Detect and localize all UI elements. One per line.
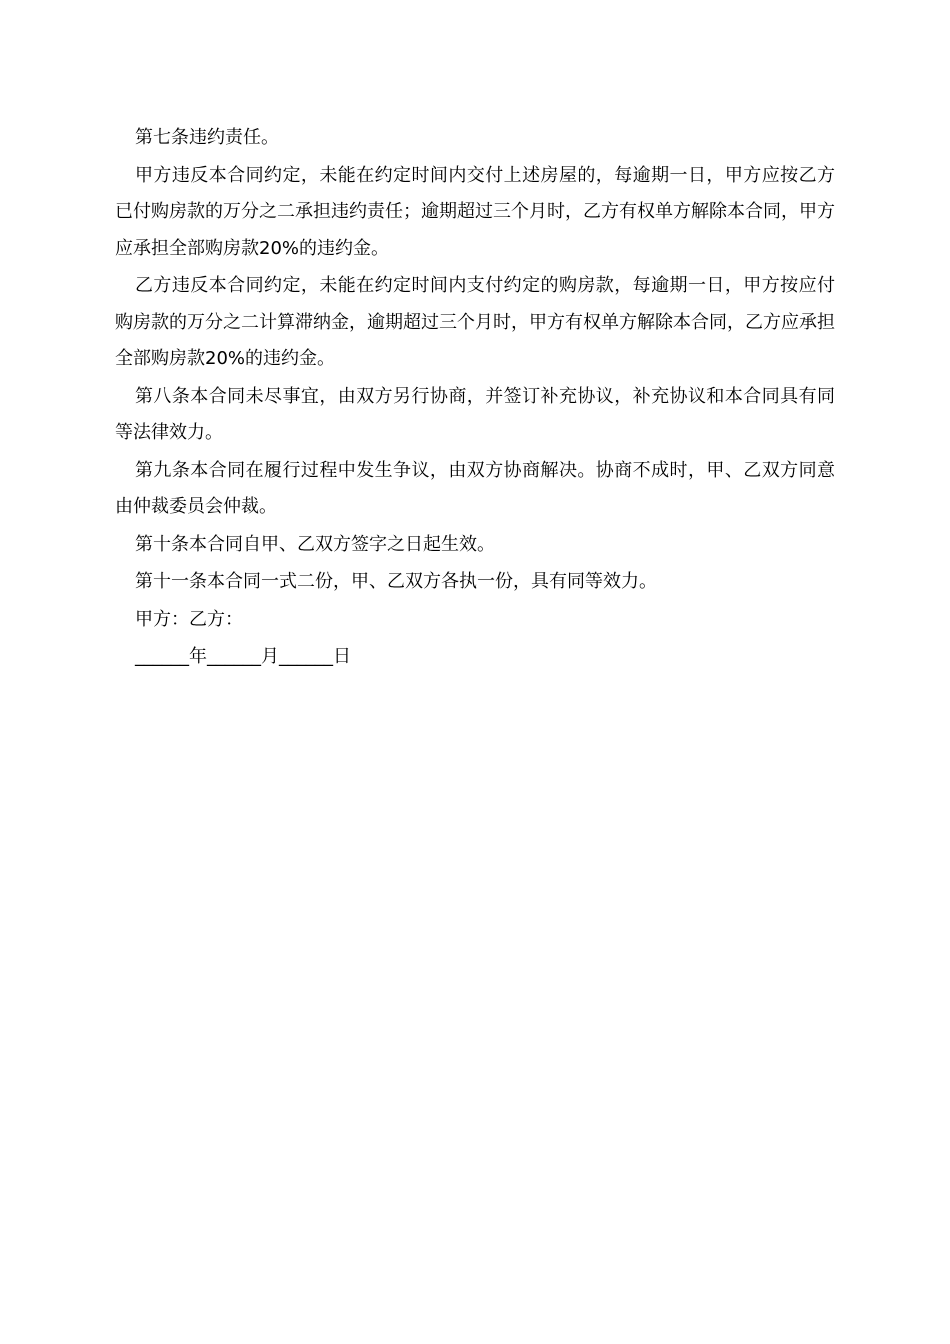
signature-date: ______年______月______日 (135, 646, 351, 667)
article-8: 第八条本合同未尽事宜，由双方另行协商，并签订补充协议，补充协议和本合同具有同等法律效力。 (115, 385, 835, 443)
party-b-breach-clause: 乙方违反本合同约定，未能在约定时间内支付约定的购房款，每逾期一日，甲方按应付购房款的万分之二计算滞纳金，逾期超过三个月时，甲方有权单方解除本合同，乙方应承担全部购房款20%的违约金。 (115, 275, 835, 369)
article-9: 第九条本合同在履行过程中发生争议，由双方协商解决。协商不成时，甲、乙双方同意由仲裁委员会仲裁。 (115, 459, 835, 517)
document-page (115, 120, 835, 677)
party-a-breach-clause: 甲方违反本合同约定，未能在约定时间内交付上述房屋的，每逾期一日，甲方应按乙方已付购房款的万分之二承担违约责任；逾期超过三个月时，乙方有权单方解除本合同，甲方应承担全部购房款20%的违约金。 (115, 164, 835, 259)
article-10: 第十条本合同自甲、乙双方签字之日起生效。 (135, 533, 495, 555)
article-7-heading: 第七条违约责任。 (135, 127, 279, 148)
signature-parties: 甲方：乙方： (135, 608, 243, 630)
article-11: 第十一条本合同一式二份，甲、乙双方各执一份，具有同等效力。 (135, 571, 657, 592)
